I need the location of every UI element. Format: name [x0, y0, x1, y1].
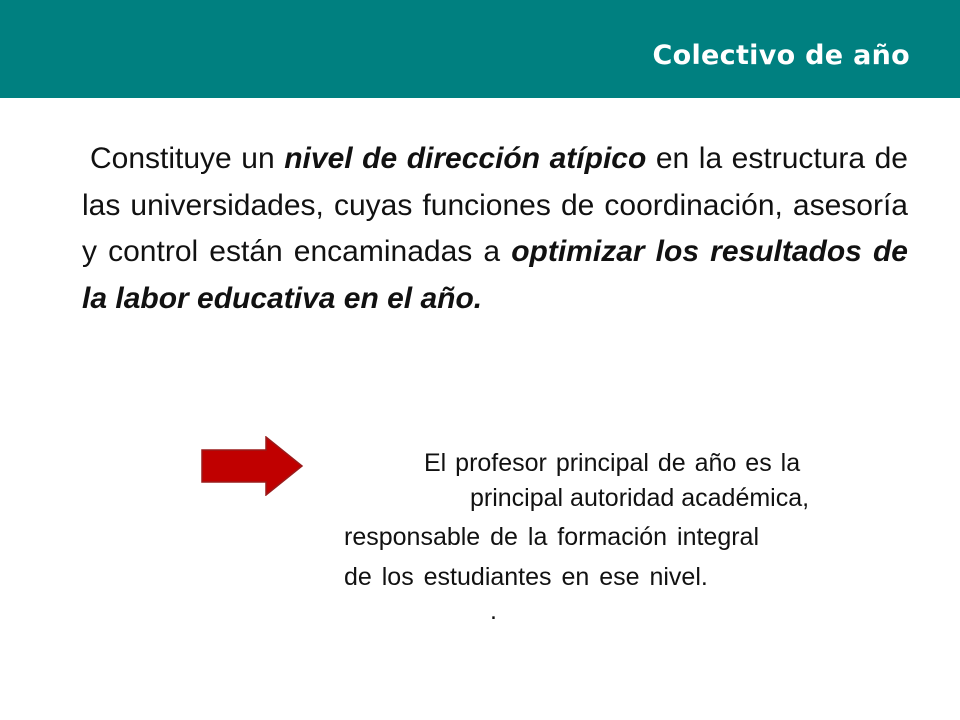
trailing-period: .	[490, 597, 497, 625]
note-line-1: El profesor principal de año es la	[424, 449, 801, 477]
main-text-part-1: Constituye un	[90, 142, 285, 175]
right-arrow-icon	[200, 436, 304, 496]
note-line-4: de los estudiantes en ese nivel.	[344, 563, 708, 591]
main-paragraph	[82, 136, 908, 322]
main-text-emphasis-1: nivel de dirección atípico	[284, 142, 647, 175]
right-arrow-shape	[202, 437, 302, 495]
slide-title: Colectivo de año	[652, 40, 910, 71]
header-bar	[0, 0, 960, 98]
note-line-3: responsable de la formación integral	[344, 523, 760, 551]
note-line-2: principal autoridad académica,	[470, 484, 810, 512]
main-text-emphasis-2: optimizar los resultados de la labor educativa en el año.	[82, 235, 908, 315]
main-text-part-2: en la estructura de las universidades, cuyas funciones de coordinación, asesoría y control están encaminadas a	[82, 142, 908, 268]
